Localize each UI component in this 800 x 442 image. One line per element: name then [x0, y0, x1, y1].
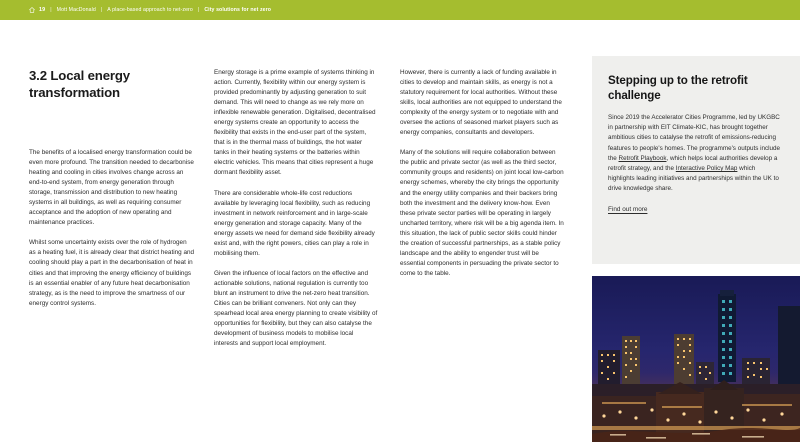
page-header-bar — [0, 0, 800, 20]
paragraph: Many of the solutions will require collaboration between the public and private sector (as well as the third sector, community groups and residents) on joint local low-carbon energy schemes, whereby the city brings the opportunity and the energy utility companies and their backers bring both the investment and the delivery know-how. Even these private sector parties will be operating in largely uncharted territory, where risk will be a big agenda item. In this situation, the lack of public sector skills could hinder the creation of successful partnerships, as a stable policy landscape and the ability to engender trust will be essential components in persuading the private sector to come to the table. — [400, 149, 564, 277]
sidebar-body-text-3: which highlights leading initiatives and partnerships within the UK to drive knowledge share. — [608, 165, 779, 193]
paragraph: Whilst some uncertainty exists over the role of hydrogen as a heating fuel, it is already clear that district heating and cooling should play a part in the decarbonisation of heat in cities and that improving the energy efficiency of buildings is an essential enabler of any future heat decarbonisation strategy, as is the need to improve the smartness of our energy control systems. — [29, 239, 195, 307]
link-retrofit-playbook[interactable]: Retrofit Playbook — [618, 154, 667, 162]
breadcrumb-current-section[interactable]: City solutions for net zero — [204, 7, 272, 13]
paragraph: Given the influence of local factors on the effective and actionable solutions, national regulation is currently too blunt an instrument to drive the net-zero heat transition. Cities can be brilliant conveners. Not only can they spearhead local area energy planning to create visibility of opportunities for flexibility, but they can also catalyse the development of business models to mobilise local interests and support local employment. — [214, 269, 378, 348]
breadcrumb — [29, 7, 271, 13]
paragraph: There are considerable whole-life cost reductions available by leveraging local flexibility, such as reducing investment in network reinforcement and in large-scale energy generation and storage capacity. Many of the energy assets we need for demand side flexibility already exist and, with the right powers, cities can play a role in mobilising them. — [214, 189, 375, 257]
home-icon[interactable] — [29, 7, 35, 13]
sidebar-callout — [592, 56, 800, 264]
breadcrumb-separator-2: | — [100, 7, 103, 13]
breadcrumb-doc-title[interactable]: A place-based approach to net-zero — [107, 7, 193, 13]
sidebar-title: Stepping up to the retrofit challenge — [608, 74, 748, 102]
body-column-2 — [214, 68, 378, 359]
page-title: 3.2 Local energy transformation — [29, 68, 130, 100]
paragraph: The benefits of a localised energy transformation could be even more profound. The transition needed to decarbonise heating and cooling in cities involves change across an end-to-end system, from energy generation through storage, transmission and distribution to new heating systems in all buildings, as well as requiring consumer acceptance and the adoption of new operating and maintenance practices. — [29, 149, 194, 227]
sidebar-body-text-1: Since 2019 the Accelerator Cities Programme, led by UKGBC in partnership with EIT Climate-KIC, has brought together ambitious cities to catalyse the retrofit of emissions-reducing features to people's homes. The programme's outputs include the — [608, 114, 781, 162]
paragraph: Energy storage is a prime example of systems thinking in action. Currently, flexibility within our energy system is provided predominantly by adjusting generation to suit demand. This will need to change as we rely more on inflexible renewable generation. Digitalised, decentralised energy systems create an opportunity to access the flexibility that exists in the end-user part of the system, that is in the thermal mass of buildings, the hot water tanks in their heating systems or the batteries within electric vehicles. This means that cities represent a huge dormant flexibility asset. — [214, 69, 376, 177]
sidebar-body — [608, 113, 783, 195]
find-out-more-link[interactable]: Find out more — [608, 205, 648, 213]
breadcrumb-separator-1: | — [50, 7, 52, 13]
breadcrumb-separator-3: | — [197, 7, 200, 13]
body-column-1 — [29, 148, 195, 319]
sidebar-body-text-2: , which helps local authorities develop a retrofit strategy, and the — [608, 154, 778, 173]
breadcrumb-org: Mott MacDonald — [56, 7, 96, 13]
link-interactive-policy-map[interactable]: Interactive Policy Map — [675, 165, 738, 173]
page-number: 19 — [39, 7, 46, 13]
body-column-3 — [400, 68, 564, 289]
city-skyline-photo — [592, 276, 800, 442]
paragraph: However, there is currently a lack of funding available in cities to develop and maintain skills, as energy is not a statutory requirement for local authorities. Without these skills, local authorities are not equipped to understand the complexity of the energy system or to negotiate with and oversee the actions of seasoned market players such as energy companies, consultants and developers. — [400, 69, 562, 137]
